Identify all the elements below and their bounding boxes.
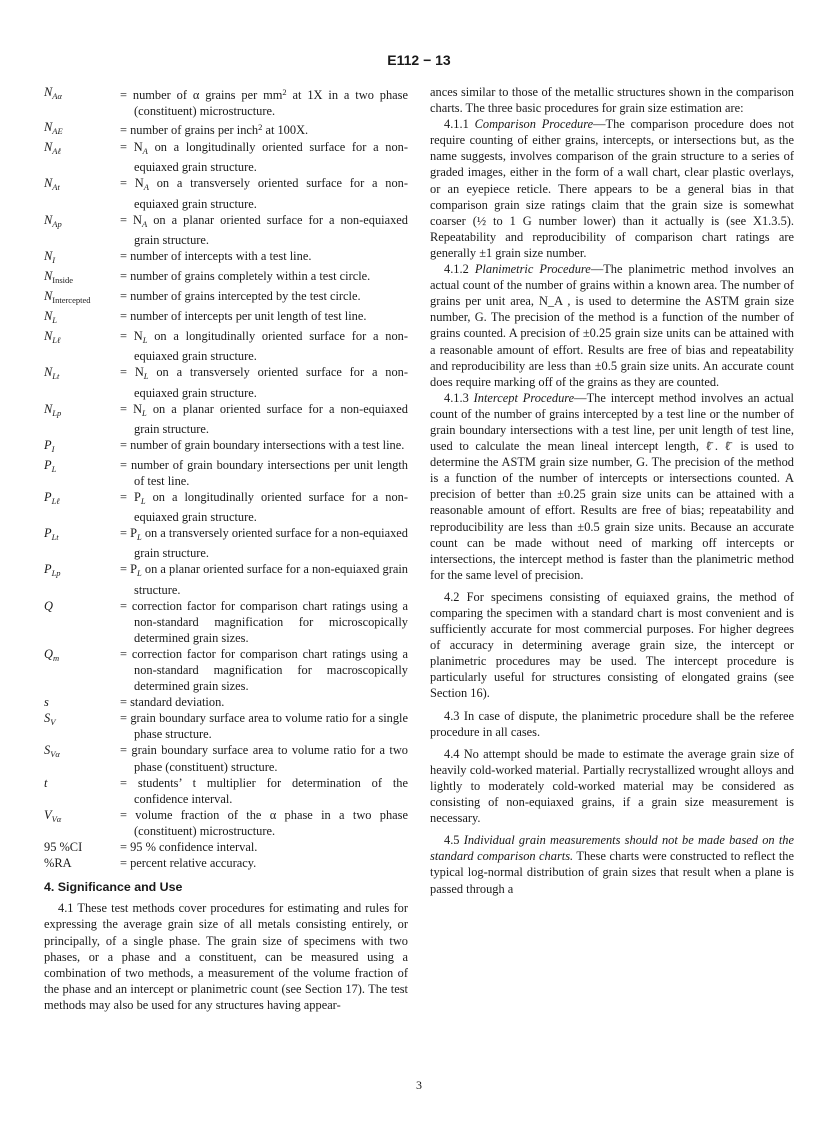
page-header: E112 − 13 xyxy=(387,52,451,68)
symbol-row xyxy=(44,401,408,437)
para-body: —The comparison procedure does not require counting of either grains, intercepts, or intersections but, as the name suggests, involves comparison of the grain structure to a series of graded images, either in the form of a wall chart, clear plastic overlays, or an eyepiece reticle. There appears to be a general bias in that comparison grain size ratings claim that the grain size is somewhat coarser (½ to 1 G number lower) than it actually is (see X1.3.5). Repeatability and reproducibility of comparison chart ratings are generally ±1 grain size number. xyxy=(430,117,794,260)
symbol-row xyxy=(44,328,408,364)
symbol-definition: = $N_A$ on a longitudinally oriented surface for a non-equiaxed grain structure. xyxy=(120,140,408,175)
symbol-name: $N_{Inside}$ xyxy=(44,268,74,285)
para-number: 4.1.1 xyxy=(444,117,475,132)
page-number: 3 xyxy=(416,1078,422,1092)
para-italic: Individual grain measurements should not be made based on the standard comparison charts. xyxy=(430,833,794,864)
symbol-name: $N_{Ap}$ xyxy=(44,212,62,229)
symbol-definition: = students’ t multiplier for determination of the confidence interval. xyxy=(120,775,408,806)
symbol-definition: = number of intercepts with a test line. xyxy=(120,248,312,263)
symbol-name: $P_{Lp}$ xyxy=(44,562,61,579)
symbol-name: $N_{A\ell}$ xyxy=(44,140,61,157)
symbol-name: $Q_m$ xyxy=(44,646,60,663)
symbol-definition: = $N_L$ on a planar oriented surface for a non-equiaxed grain structure. xyxy=(120,401,408,436)
symbol-definition: = grain boundary surface area to volume ratio for a single phase structure. xyxy=(120,711,408,742)
symbol-definition: = correction factor for comparison chart ratings using a non-standard magnification for microscopically determined grain sizes. xyxy=(120,598,408,645)
paragraph-4-1-2 xyxy=(430,261,794,390)
symbol-name: $N_I$ xyxy=(44,248,56,265)
paragraph-4-1-cont: ances similar to those of the metallic structures shown in the comparison charts. The three basic procedures for grain size estimation are: xyxy=(430,85,794,116)
para-number: 4.5 xyxy=(444,833,464,848)
symbol-row xyxy=(44,598,408,646)
symbol-name: $P_L$ xyxy=(44,457,57,474)
symbol-row xyxy=(44,646,408,694)
symbol-definition: = number of intercepts per unit length of test line. xyxy=(120,309,367,324)
symbol-row xyxy=(44,288,408,308)
symbol-definition: = grain boundary surface area to volume ratio for a two phase (constituent) structure. xyxy=(120,743,408,774)
symbol-row xyxy=(44,212,408,248)
symbol-name: s xyxy=(44,695,49,710)
symbol-name: $N_{A\alpha}$ xyxy=(44,85,62,101)
para-number: 4.1.2 xyxy=(444,262,475,277)
symbol-definition: = number of grain boundary intersections with a test line. xyxy=(120,437,405,452)
symbol-definition: = number of grains per inch$^2$ at 100X. xyxy=(120,122,309,138)
symbol-definition: = 95 % confidence interval. xyxy=(120,840,258,855)
symbol-definition: = number of grains intercepted by the test circle. xyxy=(120,289,361,304)
symbol-name: $N_{AE}$ xyxy=(44,120,63,137)
paragraph-4-5 xyxy=(430,832,794,896)
symbol-definition: = volume fraction of the α phase in a two phase (constituent) microstructure. xyxy=(120,807,408,838)
symbol-row xyxy=(44,119,408,139)
symbol-row xyxy=(44,807,408,839)
para-body: These charts were constructed to reflect the typical log-normal distribution of grain sizes that result when a plane is passed through a xyxy=(430,849,794,896)
symbol-definition: = $N_A$ on a planar oriented surface for a non-equiaxed grain structure. xyxy=(120,212,408,247)
paragraph-4-1-3 xyxy=(430,390,794,583)
right-column xyxy=(430,84,794,897)
symbol-row xyxy=(44,308,408,328)
symbol-row xyxy=(44,710,408,742)
para-body: —The planimetric method involves an actual count of the number of grains within a known area. The number of grains per unit area, N_A , is used to determine the ASTM grain size number, G. The precision of the method is a function of the number of grains counted. A precision of ±0.25 grain size units can be attained with a reasonable amount of effort. Results are free of bias and repeatability and reproducibility are less than ±0.5 grain size units. An accurate count does require marking off of the grains as they are counted. xyxy=(430,262,794,389)
symbol-row xyxy=(44,742,408,774)
para-body: —The intercept method involves an actual count of the number of grains intercepted by a test line or the number of grain boundary intersections with a test line, per unit length of test line, used to calculate the mean lineal intercept length, ℓ̄. ℓ̄ is used to determine the ASTM grain size number, G. The precision of the method is a function of the number of intercepts or intersections counted. A precision of better than ±0.25 grain size units can be attained with a reasonable amount of effort. Results are free of bias; repeatability and reproducibility are less than ±0.5 grain size units. Because an accurate count can be made without need of marking off intercepts or intersections, the intercept method is faster than the planimetric method for the same level of precision. xyxy=(430,390,794,582)
symbol-name: t xyxy=(44,775,48,790)
symbol-row xyxy=(44,268,408,288)
symbol-definition: = standard deviation. xyxy=(120,695,225,710)
paragraph-4-1: 4.1 These test methods cover procedures for estimating and rules for expressing the average grain size of all metals consisting entirely, or principally, of a single phase. The grain size of specimens with two phases, or a phase and a constituent, can be measured using a combination of two methods, a measurement of the volume fraction of the phase and an intercept or planimetric count (see Section 17). The test methods may also be used for any structures having appear- xyxy=(44,901,408,1012)
para-title: Intercept Procedure xyxy=(473,390,575,405)
symbol-row xyxy=(44,839,408,855)
paragraph-4-2: 4.2 For specimens consisting of equiaxed grains, the method of comparing the specimen with a standard chart is most convenient and is sufficiently accurate for most commercial purposes. For higher degrees of accuracy in determining average grain size, the intercept or planimetric procedures may be used. The intercept procedure is particularly useful for structures consisting of elongated grains (see Section 16). xyxy=(430,589,794,701)
symbol-definition: = $P_L$ on a planar oriented surface for a non-equiaxed grain structure. xyxy=(120,562,408,597)
symbol-row xyxy=(44,364,408,400)
paragraph-4-1-1 xyxy=(430,116,794,261)
symbol-row xyxy=(44,248,408,268)
symbol-name: 95 %CI xyxy=(44,840,83,855)
symbol-row xyxy=(44,525,408,561)
symbol-row xyxy=(44,561,408,597)
symbol-row xyxy=(44,489,408,525)
symbol-definition: = $N_L$ on a transversely oriented surface for a non-equiaxed grain structure. xyxy=(120,365,408,400)
symbol-definition: = $P_L$ on a longitudinally oriented surface for a non-equiaxed grain structure. xyxy=(120,490,408,525)
symbol-name: $V_{V\alpha}$ xyxy=(44,807,62,824)
symbol-row xyxy=(44,437,408,457)
symbol-row xyxy=(44,694,408,710)
symbol-definition: = percent relative accuracy. xyxy=(120,856,257,871)
symbol-definition: = $P_L$ on a transversely oriented surface for a non-equiaxed grain structure. xyxy=(120,526,409,561)
symbol-row xyxy=(44,84,408,119)
symbol-name: $N_{At}$ xyxy=(44,176,60,193)
left-column xyxy=(44,84,408,1013)
symbol-list xyxy=(44,84,408,871)
symbol-definition: = $N_A$ on a transversely oriented surface for a non-equiaxed grain structure. xyxy=(120,176,408,211)
symbol-definition: = number of grains completely within a test circle. xyxy=(120,268,371,283)
symbol-row xyxy=(44,855,408,871)
paragraph-4-4: 4.4 No attempt should be made to estimate the average grain size of heavily cold-worked material. Partially recrystallized wrought alloys and lightly to moderately cold-worked material may be considered as consisting of non-equiaxed grains, if a grain size measurement is necessary. xyxy=(430,746,794,826)
para-title: Comparison Procedure xyxy=(474,117,594,132)
symbol-definition: = number of grain boundary intersections per unit length of test line. xyxy=(120,457,408,488)
para-title: Planimetric Procedure xyxy=(474,262,591,277)
symbol-definition: = correction factor for comparison chart ratings using a non-standard magnification for macroscopically determined grain sizes. xyxy=(120,646,408,694)
symbol-row xyxy=(44,457,408,489)
symbol-name: $P_I$ xyxy=(44,437,55,454)
symbol-name: $P_{L\ell}$ xyxy=(44,490,60,507)
symbol-row xyxy=(44,175,408,211)
symbol-name: $N_L$ xyxy=(44,309,57,326)
symbol-definition: = $N_L$ on a longitudinally oriented surface for a non-equiaxed grain structure. xyxy=(120,329,408,364)
symbol-name: $S_{V\alpha}$ xyxy=(44,743,60,760)
symbol-name: Q xyxy=(44,598,53,613)
section-title: 4. Significance and Use xyxy=(44,880,183,895)
symbol-name: $N_{Lp}$ xyxy=(44,401,62,418)
symbol-name: $S_V$ xyxy=(44,711,56,728)
symbol-name: %RA xyxy=(44,856,72,871)
symbol-name: $N_{Lt}$ xyxy=(44,365,60,382)
symbol-name: $N_{Intercepted}$ xyxy=(44,289,91,306)
symbol-name: $N_{L\ell}$ xyxy=(44,329,61,346)
symbol-row xyxy=(44,775,408,807)
symbol-definition: = number of α grains per $mm^2$ at 1X in a two phase (constituent) microstructure. xyxy=(120,87,408,119)
symbol-name: $P_{Lt}$ xyxy=(44,526,59,543)
para-number: 4.1.3 xyxy=(444,390,474,405)
symbol-row xyxy=(44,139,408,175)
paragraph-4-3: 4.3 In case of dispute, the planimetric procedure shall be the referee procedure in all cases. xyxy=(430,708,794,739)
